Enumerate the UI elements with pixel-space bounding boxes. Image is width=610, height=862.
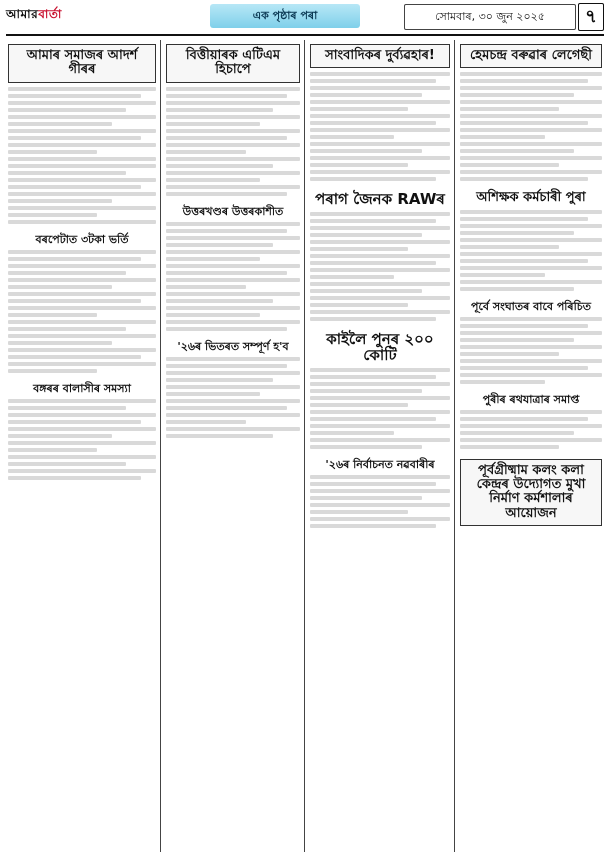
article-body: [460, 210, 602, 291]
headline: বিত্তীয়াৰক এটিএম হিচাপে: [166, 44, 300, 83]
feature-headline-box: [460, 459, 602, 526]
article-body: [166, 87, 300, 196]
headline: উত্তৰখণ্ডৰ উত্তৰকাশীত: [182, 204, 284, 218]
logo-part-2: বার্তা: [38, 7, 62, 21]
headline: '২৬ৰ নিৰ্বাচনত নৱবাৰীৰ: [325, 457, 435, 471]
column-divider: [160, 40, 161, 852]
article-body: [310, 475, 450, 528]
newspaper-logo: [6, 6, 62, 26]
column-2: [166, 40, 300, 441]
headline: পুৰীৰ ৰথযাত্ৰাৰ সমাপ্ত: [482, 392, 580, 406]
article-body: [460, 72, 602, 181]
headline: পৰাগ জৈনক RAWৰ: [315, 190, 445, 209]
column-4: [460, 40, 602, 526]
article-body: [8, 399, 156, 480]
masthead: [0, 0, 610, 40]
article-body: [8, 87, 156, 224]
headline: বঙ্গৰৰ বালাসীৰ সমস্যা: [33, 381, 131, 395]
article-body: [166, 357, 300, 438]
column-1: [8, 40, 156, 483]
article-body: [166, 222, 300, 331]
section-label: এক পৃষ্ঠাৰ পৰা: [210, 4, 360, 28]
headline: সাংবাদিকৰ দুৰ্ব্যৱহাৰ!: [310, 44, 450, 68]
column-divider: [454, 40, 455, 852]
column-divider: [304, 40, 305, 852]
headline: আমাৰ সমাজৰ আদৰ্শ গীৰৰ: [8, 44, 156, 83]
headline: কাইলৈ পুনৰ ২০০ কোটি: [326, 329, 434, 365]
headline-line-3: নিৰ্মাণ কৰ্মশালাৰ আয়োজন: [489, 491, 573, 521]
article-body: [460, 317, 602, 384]
article-body: [8, 250, 156, 373]
headline-line-1: পূৰ্বগ্ৰীষ্মাম কলং কলা: [478, 462, 584, 478]
column-3: [310, 40, 450, 531]
issue-date: সোমবাৰ, ৩০ জুন ২০২৫: [404, 4, 576, 30]
headline: বৰপেটাত ৩টকা ভৰ্তি: [35, 232, 129, 246]
headline-line-2: কেন্দ্ৰৰ উদ্যোগত মুখা: [476, 477, 586, 493]
article-body: [460, 410, 602, 449]
masthead-rule: [6, 34, 604, 36]
headline: '২৬ৰ ভিতৰত সম্পূৰ্ণ হ'ব: [177, 339, 289, 353]
article-body: [310, 72, 450, 181]
headline: পূৰ্বে সংঘাতৰ বাবে পৰিচিত: [471, 299, 591, 313]
page-number: ৭: [578, 3, 604, 31]
logo-part-1: আমার: [6, 7, 39, 21]
article-body: [310, 368, 450, 449]
headline: অশিক্ষক কৰ্মচাৰী পুৰা: [476, 190, 586, 206]
headline: হেমচন্দ্ৰ বৰুৱাৰ লেগেছী: [460, 44, 602, 68]
article-body: [310, 212, 450, 321]
